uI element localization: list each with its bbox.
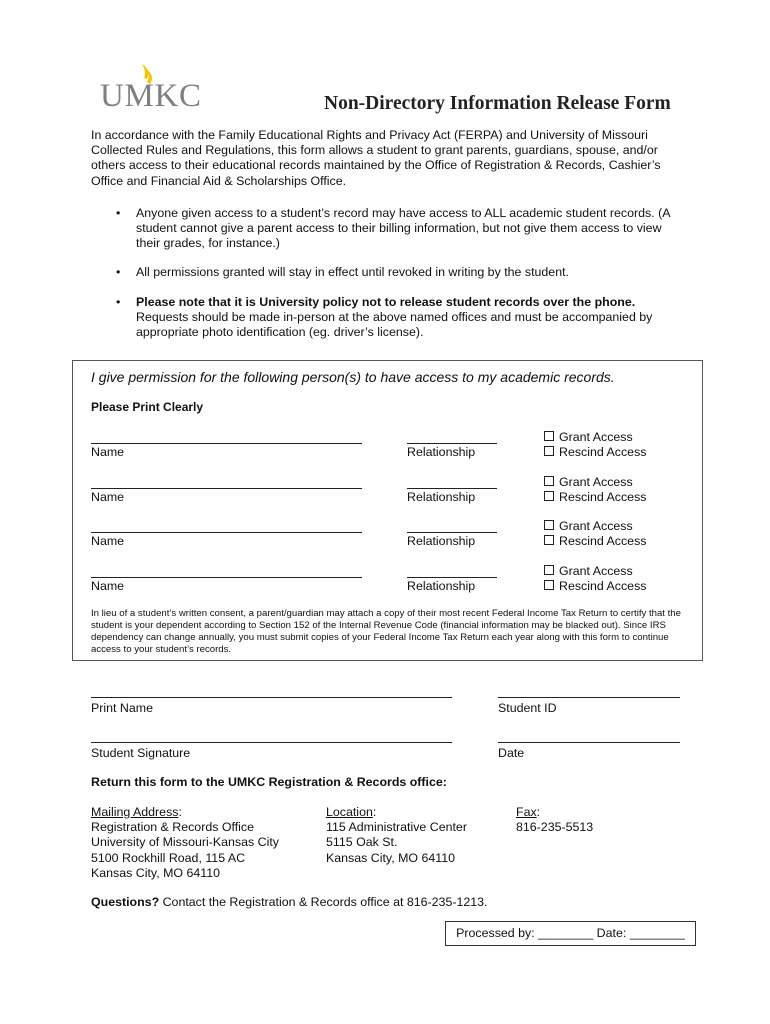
name-label: Name (91, 445, 125, 459)
name-field[interactable] (91, 488, 362, 489)
bullet-dot: • (116, 295, 121, 309)
checkbox-icon[interactable] (544, 476, 554, 486)
permission-heading: I give permission for the following person(s) to have access to my academic records. (91, 369, 615, 385)
grant-access-label: Grant Access (559, 519, 633, 534)
name-label: Name (91, 534, 125, 549)
checkbox-icon[interactable] (544, 535, 554, 545)
date-label: Date (498, 746, 525, 760)
bullet-2: All permissions granted will stay in effect until revoked in writing by the student. (136, 265, 569, 279)
rescind-access-label: Rescind Access (559, 445, 647, 459)
bullet-dot: • (116, 206, 121, 220)
rescind-access-option[interactable] (544, 490, 646, 504)
student-signature-label: Student Signature (91, 746, 191, 760)
grant-access-label: Grant Access (559, 430, 633, 444)
rescind-access-label: Rescind Access (559, 579, 647, 594)
fax-number: 816-235-5513 (516, 820, 594, 835)
relationship-field[interactable] (407, 488, 497, 489)
rescind-access-label: Rescind Access (559, 534, 647, 549)
print-name-label: Print Name (91, 701, 153, 715)
address-line: 5100 Rockhill Road, 115 AC (91, 850, 246, 865)
relationship-label: Relationship (407, 445, 476, 459)
address-line: University of Missouri-Kansas City (91, 835, 279, 850)
name-field[interactable] (91, 532, 362, 533)
name-label: Name (91, 579, 125, 594)
bullet-1: Anyone given access to a student’s record may have access to ALL academic student records. (A student cannot give a parent access to their billing information, but not give them access to view their grades, for instance.) (136, 206, 670, 251)
relationship-label: Relationship (407, 489, 476, 504)
name-label: Name (91, 489, 125, 504)
tax-return-note: In lieu of a student’s written consent, a parent/guardian may attach a copy of their most recent Federal Income Tax Return to certify that the student is your dependent according to Section 152 of the Internal Revenue Code (financial information may be blacked out). Since IRS dependency can change annually, you must submit copies of your Federal Income Tax Return each year along with this form to continue access to your student’s records. (91, 608, 681, 655)
relationship-label: Relationship (407, 534, 476, 549)
location-address: Location: 115 Administrative Center 5115 Oak St. Kansas City, MO 64110 (326, 805, 467, 865)
address-line: 115 Administrative Center (326, 820, 467, 835)
bullet-3 (136, 295, 671, 341)
student-signature-field[interactable] (91, 742, 452, 743)
fax-label: Fax (516, 805, 537, 819)
student-id-label: Student ID (498, 701, 557, 715)
questions-text: Contact the Registration & Records office at 816-235-1213. (159, 895, 488, 909)
rescind-access-option[interactable] (544, 534, 646, 548)
bullet-dot: • (116, 265, 121, 279)
address-line: Kansas City, MO 64110 (326, 850, 456, 865)
questions-bold: Questions? (91, 895, 160, 909)
checkbox-icon[interactable] (544, 565, 554, 575)
address-line: Kansas City, MO 64110 (91, 865, 221, 880)
relationship-field[interactable] (407, 443, 497, 444)
name-field[interactable] (91, 443, 362, 444)
checkbox-icon[interactable] (544, 446, 554, 456)
return-heading: Return this form to the UMKC Registration & Records office: (91, 775, 447, 789)
address-line: 5115 Oak St. (326, 835, 398, 850)
date-field[interactable] (498, 742, 680, 743)
bullet-3-text: Requests should be made in-person at the above named offices and must be accompanied by appropriate photo identification (eg. driver’s license). (136, 310, 653, 340)
rescind-access-label: Rescind Access (559, 489, 647, 504)
relationship-field[interactable] (407, 577, 497, 578)
location-label: Location (326, 805, 373, 819)
bullet-3-bold: Please note that it is University policy not to release student records over the phone. (136, 295, 636, 309)
mailing-address: Mailing Address: Registration & Records Office University of Missouri-Kansas City 5100 Rockhill Road, 115 AC Kansas City, MO 64110 (91, 805, 279, 880)
name-field[interactable] (91, 577, 362, 578)
print-clearly-label: Please Print Clearly (91, 400, 204, 414)
grant-access-option[interactable] (544, 519, 633, 533)
student-id-field[interactable] (498, 697, 680, 698)
print-name-field[interactable] (91, 697, 452, 698)
checkbox-icon[interactable] (544, 580, 554, 590)
grant-access-option[interactable] (544, 475, 633, 489)
umkc-logo (100, 62, 204, 110)
svg-text:UMKC: UMKC (100, 78, 201, 110)
mailing-label: Mailing Address (91, 805, 179, 819)
relationship-field[interactable] (407, 532, 497, 533)
intro-paragraph: In accordance with the Family Educational Rights and Privacy Act (FERPA) and University of Missouri Collected Rules and Regulations, this form allows a student to grant parents, guardians, spouse, and/or others access to their educational records maintained by the Office of Registration & Records, Cashier’s Office and Financial Aid & Scholarships Office. (91, 128, 661, 188)
grant-access-label: Grant Access (559, 474, 633, 489)
rescind-access-option[interactable] (544, 579, 646, 593)
checkbox-icon[interactable] (544, 491, 554, 501)
checkbox-icon[interactable] (544, 431, 554, 441)
grant-access-option[interactable] (544, 430, 633, 444)
address-line: Registration & Records Office (91, 820, 254, 835)
processed-by-box: Processed by: ________ Date: ________ (445, 921, 696, 946)
rescind-access-option[interactable] (544, 445, 646, 459)
grant-access-label: Grant Access (559, 564, 633, 579)
relationship-label: Relationship (407, 579, 476, 594)
fax-info: Fax: 816-235-5513 (516, 805, 594, 835)
grant-access-option[interactable] (544, 564, 633, 578)
checkbox-icon[interactable] (544, 520, 554, 530)
questions-line (91, 895, 487, 909)
page-title: Non-Directory Information Release Form (324, 93, 671, 114)
